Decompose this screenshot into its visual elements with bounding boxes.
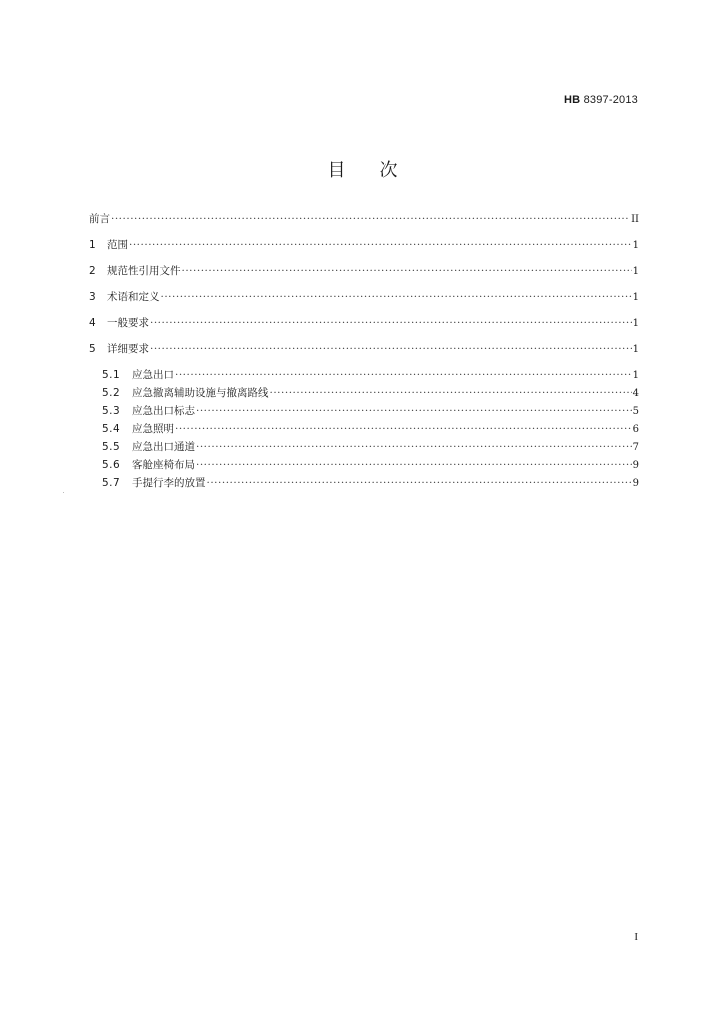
toc-entry-4[interactable] bbox=[89, 317, 639, 330]
toc-entry-5-6[interactable] bbox=[89, 459, 639, 472]
dot-leader bbox=[207, 477, 632, 490]
toc-entry-page: 7 bbox=[632, 442, 639, 453]
dot-leader bbox=[150, 343, 632, 356]
toc-entry-page: 1 bbox=[632, 318, 639, 329]
toc-entry-page: 5 bbox=[632, 406, 639, 417]
toc-entry-page: 9 bbox=[632, 478, 639, 489]
dot-leader bbox=[196, 441, 632, 454]
toc-entry-number: 2 bbox=[89, 265, 96, 277]
toc-entry-label: 应急出口标志 bbox=[132, 405, 195, 417]
toc-entry-label: 前言 bbox=[89, 213, 110, 225]
toc-entry-label: 一般要求 bbox=[107, 317, 149, 329]
standard-code bbox=[564, 94, 638, 106]
toc-entry-page: 9 bbox=[632, 460, 639, 471]
toc-entry-page: 4 bbox=[632, 388, 639, 399]
toc-entry-label: 规范性引用文件 bbox=[107, 265, 181, 277]
dot-leader bbox=[150, 317, 632, 330]
toc-entry-label: 术语和定义 bbox=[107, 291, 160, 303]
toc-entry-number: 5.6 bbox=[102, 459, 121, 471]
toc-entry-number: 5.1 bbox=[102, 369, 121, 381]
toc-entry-page: II bbox=[631, 214, 639, 225]
toc-entry-5[interactable] bbox=[89, 343, 639, 356]
dot-leader bbox=[270, 387, 632, 400]
toc-entry-number: 5.4 bbox=[102, 423, 121, 435]
toc-entry-number: 5.3 bbox=[102, 405, 121, 417]
toc-entry-5-5[interactable] bbox=[89, 441, 639, 454]
toc-entry-label: 手提行李的放置 bbox=[132, 477, 206, 489]
toc-entry-number: 5.7 bbox=[102, 477, 121, 489]
toc-entry-5-7[interactable] bbox=[89, 477, 639, 490]
toc-entry-5-1[interactable] bbox=[89, 369, 639, 382]
toc-entry-page: 6 bbox=[632, 424, 639, 435]
toc-entry-foreword[interactable] bbox=[89, 213, 639, 226]
scan-speck bbox=[63, 492, 64, 493]
toc-entry-number: 3 bbox=[89, 291, 96, 303]
toc-entry-5-2[interactable] bbox=[89, 387, 639, 400]
page-number: I bbox=[634, 931, 638, 943]
toc-entry-3[interactable] bbox=[89, 291, 639, 304]
toc-entry-page: 1 bbox=[632, 370, 639, 381]
dot-leader bbox=[196, 405, 632, 418]
dot-leader bbox=[182, 265, 632, 278]
standard-number: 8397-2013 bbox=[583, 94, 638, 106]
toc-entry-page: 1 bbox=[632, 344, 639, 355]
dot-leader bbox=[161, 291, 632, 304]
dot-leader bbox=[175, 423, 632, 436]
toc-entry-page: 1 bbox=[632, 240, 639, 251]
toc-entry-label: 详细要求 bbox=[107, 343, 149, 355]
toc-entry-page: 1 bbox=[632, 292, 639, 303]
toc-entry-page: 1 bbox=[632, 266, 639, 277]
dot-leader bbox=[129, 239, 632, 252]
dot-leader bbox=[111, 213, 630, 226]
toc-entry-label: 应急出口 bbox=[132, 369, 174, 381]
toc-entry-number: 4 bbox=[89, 317, 96, 329]
toc-entry-number: 1 bbox=[89, 239, 96, 251]
toc-title: 目次 bbox=[327, 160, 432, 181]
toc-entry-label: 应急撤离辅助设施与撤离路线 bbox=[132, 387, 269, 399]
toc-entry-number: 5 bbox=[89, 343, 96, 355]
toc-entry-1[interactable] bbox=[89, 239, 639, 252]
toc-entry-number: 5.5 bbox=[102, 441, 121, 453]
standard-prefix: HB bbox=[564, 94, 581, 106]
toc-entry-5-4[interactable] bbox=[89, 423, 639, 436]
table-of-contents bbox=[89, 213, 639, 495]
dot-leader bbox=[196, 459, 632, 472]
toc-entry-label: 范围 bbox=[107, 239, 128, 251]
toc-entry-label: 应急出口通道 bbox=[132, 441, 195, 453]
toc-entry-number: 5.2 bbox=[102, 387, 121, 399]
dot-leader bbox=[175, 369, 632, 382]
toc-entry-2[interactable] bbox=[89, 265, 639, 278]
toc-entry-label: 应急照明 bbox=[132, 423, 174, 435]
toc-entry-5-3[interactable] bbox=[89, 405, 639, 418]
toc-entry-label: 客舱座椅布局 bbox=[132, 459, 195, 471]
